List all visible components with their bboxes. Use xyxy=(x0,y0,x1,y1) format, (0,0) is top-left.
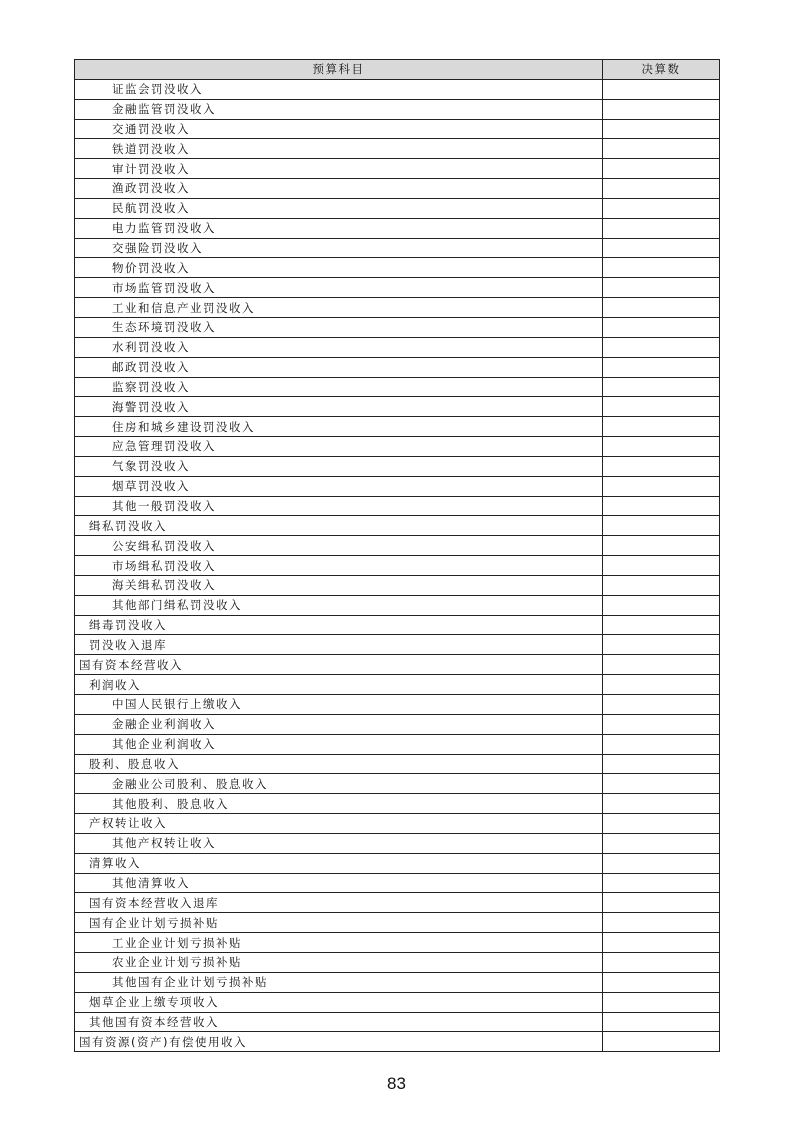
page-number: 83 xyxy=(387,1074,406,1093)
row-amount xyxy=(603,655,720,675)
table-row xyxy=(75,159,720,179)
row-amount xyxy=(603,496,720,516)
table-row xyxy=(75,853,720,873)
row-subject: 市场缉私罚没收入 xyxy=(75,556,603,576)
row-subject: 缉毒罚没收入 xyxy=(75,615,603,635)
row-amount xyxy=(603,595,720,615)
row-amount xyxy=(603,893,720,913)
row-amount xyxy=(603,159,720,179)
row-subject: 渔政罚没收入 xyxy=(75,179,603,199)
row-subject: 产权转让收入 xyxy=(75,814,603,834)
row-subject: 国有资源(资产)有偿使用收入 xyxy=(75,1032,603,1052)
budget-table-container xyxy=(74,59,719,1052)
row-subject: 工业企业计划亏损补贴 xyxy=(75,933,603,953)
table-row xyxy=(75,814,720,834)
row-subject: 水利罚没收入 xyxy=(75,337,603,357)
row-amount xyxy=(603,99,720,119)
row-amount xyxy=(603,278,720,298)
row-amount xyxy=(603,298,720,318)
row-amount xyxy=(603,119,720,139)
table-row xyxy=(75,258,720,278)
row-subject: 铁道罚没收入 xyxy=(75,139,603,159)
row-amount xyxy=(603,437,720,457)
table-row xyxy=(75,496,720,516)
row-subject: 海关缉私罚没收入 xyxy=(75,575,603,595)
table-row xyxy=(75,1032,720,1052)
table-row xyxy=(75,655,720,675)
row-amount xyxy=(603,179,720,199)
row-amount xyxy=(603,992,720,1012)
row-subject: 交强险罚没收入 xyxy=(75,238,603,258)
row-amount xyxy=(603,556,720,576)
table-row xyxy=(75,913,720,933)
row-subject: 金融企业利润收入 xyxy=(75,714,603,734)
row-amount xyxy=(603,1032,720,1052)
row-amount xyxy=(603,377,720,397)
table-row xyxy=(75,298,720,318)
row-subject: 其他清算收入 xyxy=(75,873,603,893)
table-row xyxy=(75,615,720,635)
table-row xyxy=(75,278,720,298)
row-subject: 海警罚没收入 xyxy=(75,397,603,417)
row-subject: 农业企业计划亏损补贴 xyxy=(75,952,603,972)
row-amount xyxy=(603,476,720,496)
table-row xyxy=(75,476,720,496)
table-row xyxy=(75,337,720,357)
table-row xyxy=(75,417,720,437)
row-amount xyxy=(603,952,720,972)
table-row xyxy=(75,873,720,893)
table-row xyxy=(75,794,720,814)
row-amount xyxy=(603,695,720,715)
row-amount xyxy=(603,675,720,695)
header-amount: 决算数 xyxy=(603,60,720,80)
row-subject: 民航罚没收入 xyxy=(75,198,603,218)
row-subject: 物价罚没收入 xyxy=(75,258,603,278)
row-subject: 金融监管罚没收入 xyxy=(75,99,603,119)
row-amount xyxy=(603,1012,720,1032)
row-subject: 缉私罚没收入 xyxy=(75,516,603,536)
table-row xyxy=(75,198,720,218)
row-amount xyxy=(603,714,720,734)
row-amount xyxy=(603,536,720,556)
table-row xyxy=(75,972,720,992)
row-amount xyxy=(603,615,720,635)
row-amount xyxy=(603,238,720,258)
row-amount xyxy=(603,794,720,814)
row-amount xyxy=(603,635,720,655)
row-amount xyxy=(603,913,720,933)
row-amount xyxy=(603,357,720,377)
row-subject: 利润收入 xyxy=(75,675,603,695)
row-subject: 国有资本经营收入退库 xyxy=(75,893,603,913)
row-amount xyxy=(603,853,720,873)
row-amount xyxy=(603,397,720,417)
table-row xyxy=(75,556,720,576)
table-row xyxy=(75,317,720,337)
row-amount xyxy=(603,833,720,853)
table-row xyxy=(75,774,720,794)
row-amount xyxy=(603,79,720,99)
table-row xyxy=(75,238,720,258)
row-subject: 其他国有企业计划亏损补贴 xyxy=(75,972,603,992)
table-row xyxy=(75,675,720,695)
table-row xyxy=(75,456,720,476)
row-subject: 邮政罚没收入 xyxy=(75,357,603,377)
row-subject: 中国人民银行上缴收入 xyxy=(75,695,603,715)
row-amount xyxy=(603,317,720,337)
table-body xyxy=(75,79,720,1051)
row-subject: 国有企业计划亏损补贴 xyxy=(75,913,603,933)
row-subject: 生态环境罚没收入 xyxy=(75,317,603,337)
row-subject: 国有资本经营收入 xyxy=(75,655,603,675)
table-row xyxy=(75,833,720,853)
row-subject: 审计罚没收入 xyxy=(75,159,603,179)
table-row xyxy=(75,754,720,774)
table-row xyxy=(75,119,720,139)
row-amount xyxy=(603,258,720,278)
table-row xyxy=(75,635,720,655)
row-amount xyxy=(603,933,720,953)
row-subject: 金融业公司股利、股息收入 xyxy=(75,774,603,794)
row-subject: 交通罚没收入 xyxy=(75,119,603,139)
table-row xyxy=(75,437,720,457)
row-subject: 气象罚没收入 xyxy=(75,456,603,476)
row-amount xyxy=(603,139,720,159)
table-row xyxy=(75,714,720,734)
row-amount xyxy=(603,873,720,893)
table-row xyxy=(75,952,720,972)
table-row xyxy=(75,377,720,397)
row-subject: 烟草罚没收入 xyxy=(75,476,603,496)
table-row xyxy=(75,695,720,715)
row-amount xyxy=(603,972,720,992)
row-amount xyxy=(603,575,720,595)
row-subject: 股利、股息收入 xyxy=(75,754,603,774)
table-row xyxy=(75,734,720,754)
row-subject: 市场监管罚没收入 xyxy=(75,278,603,298)
row-amount xyxy=(603,516,720,536)
row-amount xyxy=(603,754,720,774)
table-row xyxy=(75,357,720,377)
row-subject: 工业和信息产业罚没收入 xyxy=(75,298,603,318)
table-row xyxy=(75,536,720,556)
row-subject: 烟草企业上缴专项收入 xyxy=(75,992,603,1012)
row-subject: 其他股利、股息收入 xyxy=(75,794,603,814)
row-amount xyxy=(603,337,720,357)
row-amount xyxy=(603,774,720,794)
row-amount xyxy=(603,814,720,834)
table-row xyxy=(75,218,720,238)
table-row xyxy=(75,99,720,119)
row-subject: 其他一般罚没收入 xyxy=(75,496,603,516)
row-amount xyxy=(603,198,720,218)
table-row xyxy=(75,1012,720,1032)
header-subject: 预算科目 xyxy=(75,60,603,80)
row-amount xyxy=(603,456,720,476)
table-row xyxy=(75,516,720,536)
row-subject: 公安缉私罚没收入 xyxy=(75,536,603,556)
table-row xyxy=(75,179,720,199)
row-subject: 监察罚没收入 xyxy=(75,377,603,397)
row-subject: 清算收入 xyxy=(75,853,603,873)
table-row xyxy=(75,595,720,615)
row-subject: 电力监管罚没收入 xyxy=(75,218,603,238)
table-row xyxy=(75,139,720,159)
row-subject: 证监会罚没收入 xyxy=(75,79,603,99)
row-subject: 其他国有资本经营收入 xyxy=(75,1012,603,1032)
row-subject: 其他部门缉私罚没收入 xyxy=(75,595,603,615)
row-subject: 应急管理罚没收入 xyxy=(75,437,603,457)
table-row xyxy=(75,397,720,417)
table-row xyxy=(75,933,720,953)
row-subject: 罚没收入退库 xyxy=(75,635,603,655)
table-row xyxy=(75,893,720,913)
table-row xyxy=(75,575,720,595)
budget-table xyxy=(74,59,720,1052)
row-subject: 其他产权转让收入 xyxy=(75,833,603,853)
row-amount xyxy=(603,734,720,754)
table-row xyxy=(75,992,720,1012)
row-subject: 住房和城乡建设罚没收入 xyxy=(75,417,603,437)
row-amount xyxy=(603,218,720,238)
table-header-row xyxy=(75,60,720,80)
table-row xyxy=(75,79,720,99)
row-amount xyxy=(603,417,720,437)
row-subject: 其他企业利润收入 xyxy=(75,734,603,754)
